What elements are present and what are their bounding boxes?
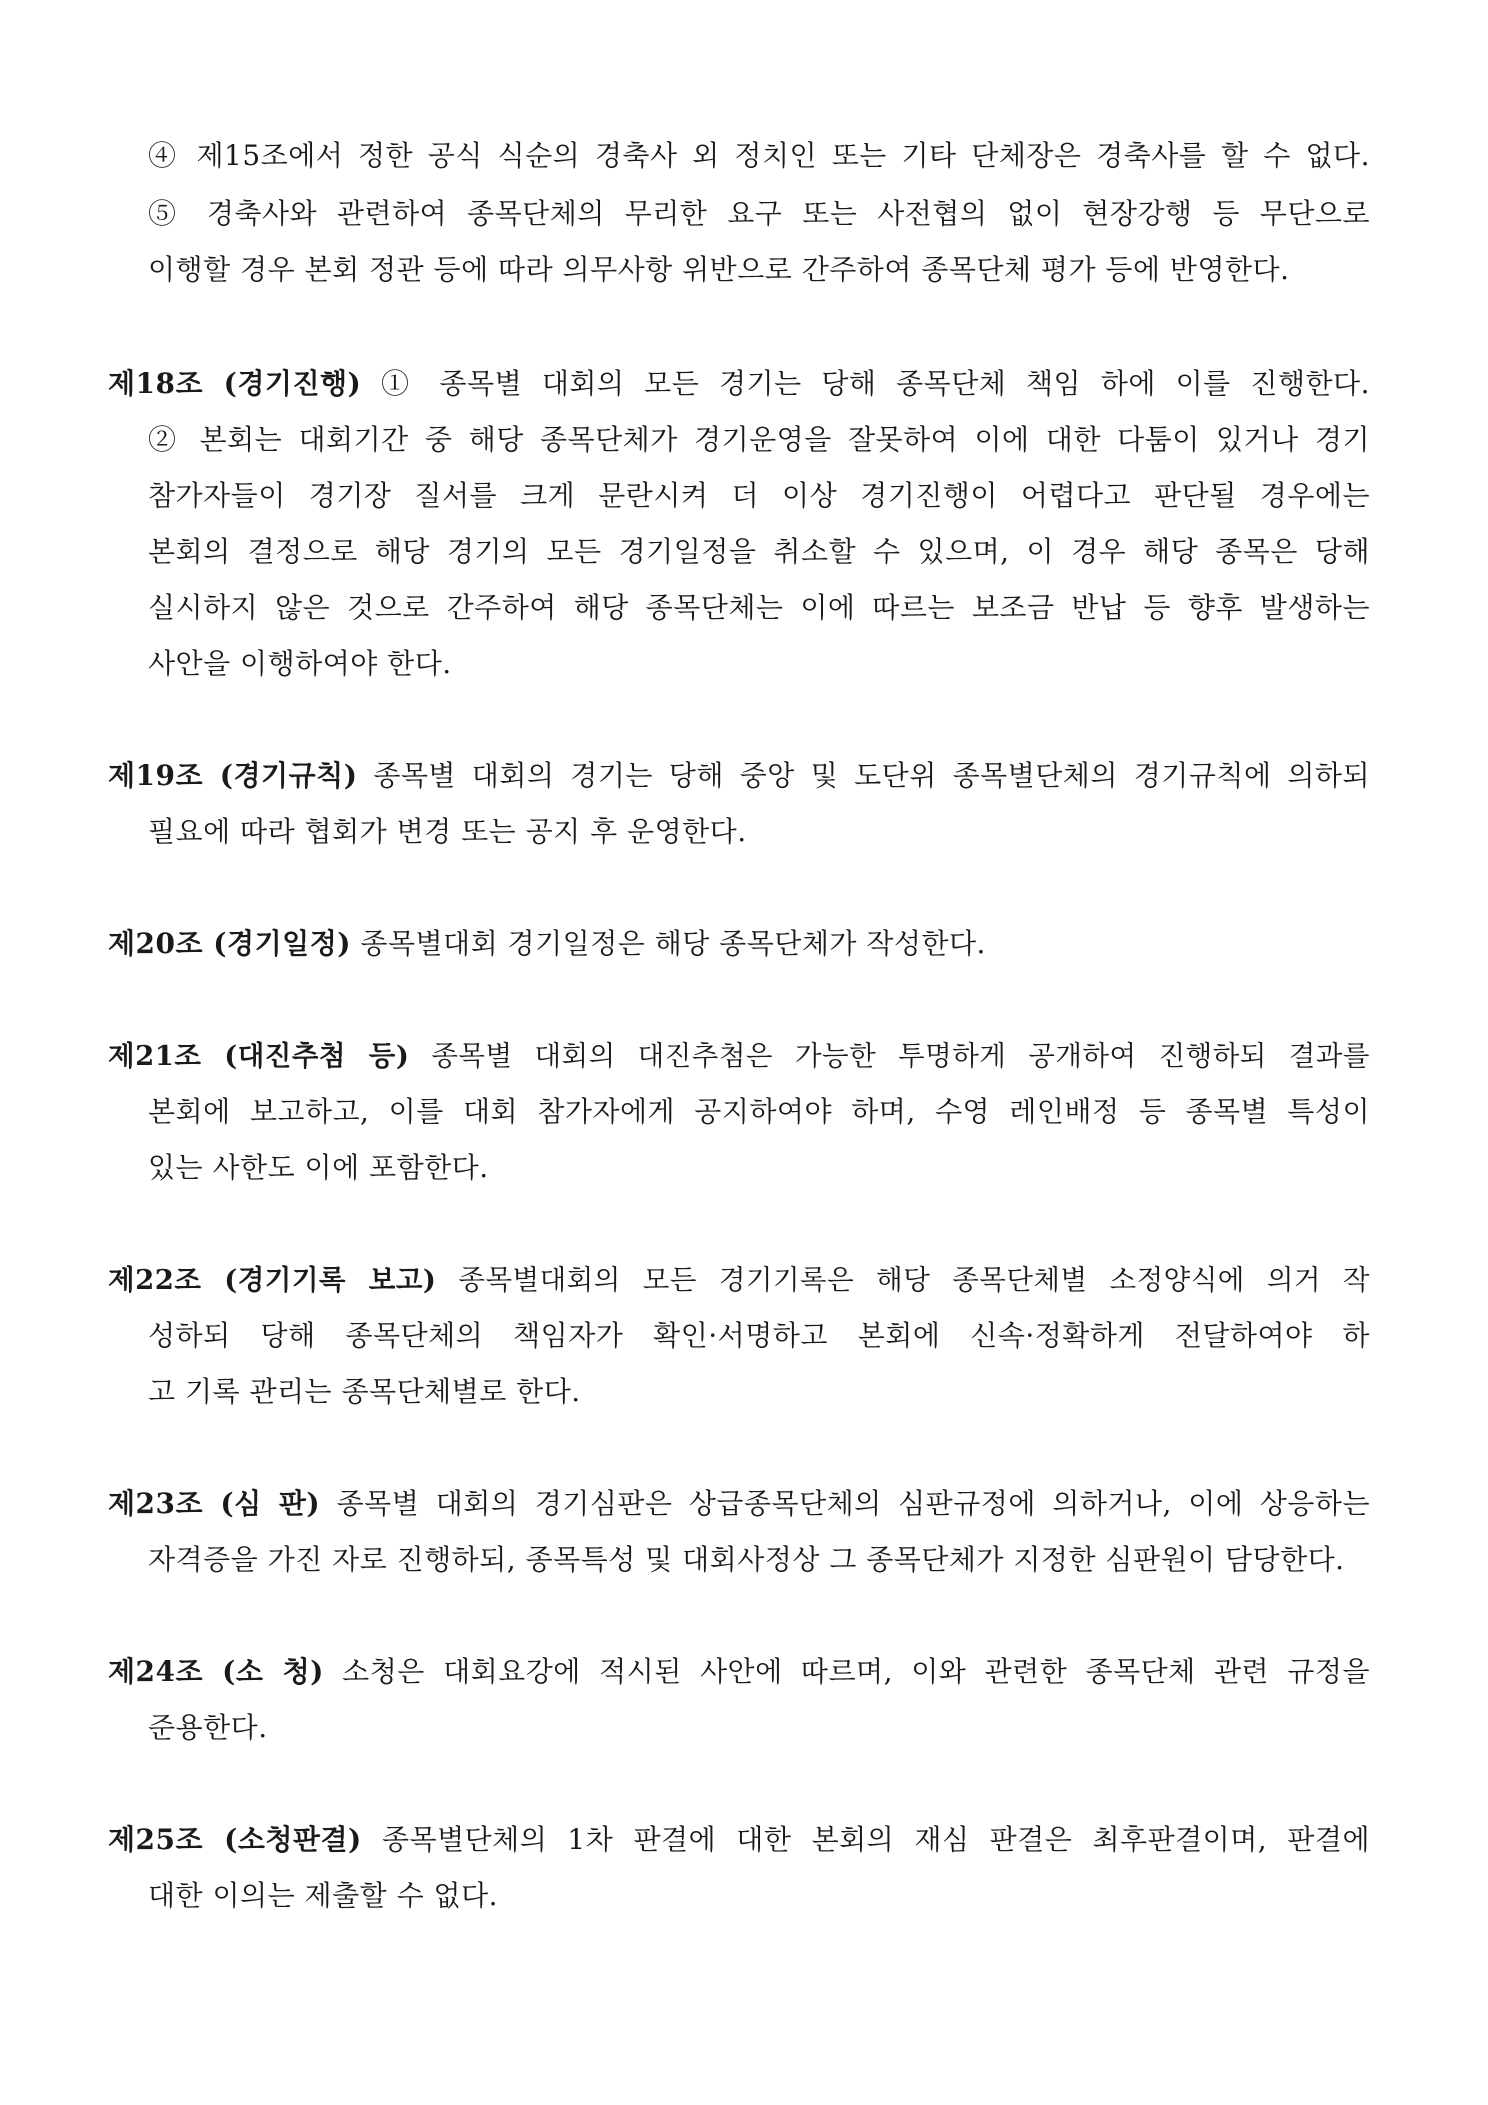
article-23-text: 종목별 대회의 경기심판은 상급종목단체의 심판규정에 의하거나, 이에 상응하는 <box>336 1487 1370 1520</box>
article-20-text: 종목별대회 경기일정은 해당 종목단체가 작성한다. <box>360 927 986 960</box>
article-22-line-3: 고 기록 관리는 종목단체별로 한다. <box>148 1375 581 1408</box>
article-18-text: ① 종목별 대회의 모든 경기는 당해 종목단체 책임 하에 이를 진행한다. <box>381 367 1370 400</box>
article-21-line-2: 본회에 보고하고, 이를 대회 참가자에게 공지하여야 하며, 수영 레인배정 등 종목별 특성이 <box>148 1095 1370 1128</box>
article-25-heading: 제25조 (소청판결) <box>108 1823 362 1856</box>
article-24-heading: 제24조 (소 청) <box>108 1655 324 1688</box>
article-21-text: 종목별 대회의 대진추첨은 가능한 투명하게 공개하여 진행하되 결과를 <box>431 1040 1370 1072</box>
article-22-first-line <box>108 1260 1370 1300</box>
article-18-first-line <box>108 364 1370 404</box>
article-22-text: 종목별대회의 모든 경기기록은 해당 종목단체별 소정양식에 의거 작 <box>458 1264 1370 1296</box>
article-24-line-2: 준용한다. <box>148 1711 268 1744</box>
article-24-first-line <box>108 1652 1370 1692</box>
article-18-line-2: ② 본회는 대회기간 중 해당 종목단체가 경기운영을 잘못하여 이에 대한 다툼이 있거나 경기 <box>148 423 1370 456</box>
item-4-line: ④ 제15조에서 정한 공식 식순의 경축사 외 정치인 또는 기타 단체장은 경축사를 할 수 없다. <box>148 139 1370 172</box>
article-19-first-line <box>108 756 1370 796</box>
article-18-line-3: 참가자들이 경기장 질서를 크게 문란시켜 더 이상 경기진행이 어렵다고 판단될 경우에는 <box>148 479 1370 512</box>
item-5-line-1: ⑤ 경축사와 관련하여 종목단체의 무리한 요구 또는 사전협의 없이 현장강행 등 무단으로 <box>148 197 1370 230</box>
article-18-line-5: 실시하지 않은 것으로 간주하여 해당 종목단체는 이에 따르는 보조금 반납 등 향후 발생하는 <box>148 591 1370 624</box>
article-22-heading: 제22조 (경기기록 보고) <box>108 1264 437 1296</box>
article-19-text: 종목별 대회의 경기는 당해 중앙 및 도단위 종목별단체의 경기규칙에 의하되 <box>373 759 1370 792</box>
article-25-text: 종목별단체의 1차 판결에 대한 본회의 재심 판결은 최후판결이며, 판결에 <box>381 1823 1370 1856</box>
article-18-heading: 제18조 (경기진행) <box>108 367 362 400</box>
article-18-line-4: 본회의 결정으로 해당 경기의 모든 경기일정을 취소할 수 있으며, 이 경우 해당 종목은 당해 <box>148 535 1370 568</box>
article-19-heading: 제19조 (경기규칙) <box>108 759 358 792</box>
article-22-line-2: 성하되 당해 종목단체의 책임자가 확인·서명하고 본회에 신속·정확하게 전달하여야 하 <box>148 1319 1370 1352</box>
article-23-first-line <box>108 1484 1370 1524</box>
article-25-line-2: 대한 이의는 제출할 수 없다. <box>148 1879 499 1912</box>
article-21-heading: 제21조 (대진추첨 등) <box>108 1040 410 1072</box>
item-5-line-2: 이행할 경우 본회 정관 등에 따라 의무사항 위반으로 간주하여 종목단체 평가 등에 반영한다. <box>148 253 1290 286</box>
article-25-first-line <box>108 1820 1370 1860</box>
article-23-heading: 제23조 (심 판) <box>108 1487 321 1520</box>
article-19-line-2: 필요에 따라 협회가 변경 또는 공지 후 운영한다. <box>148 815 747 848</box>
article-21-line-3: 있는 사한도 이에 포함한다. <box>148 1151 489 1184</box>
article-20-heading: 제20조 (경기일정) <box>108 927 351 960</box>
article-23-line-2: 자격증을 가진 자로 진행하되, 종목특성 및 대회사정상 그 종목단체가 지정한 심판원이 담당한다. <box>148 1543 1345 1576</box>
article-20-first-line <box>108 924 1370 964</box>
article-24-text: 소청은 대회요강에 적시된 사안에 따르며, 이와 관련한 종목단체 관련 규정을 <box>342 1655 1370 1688</box>
article-18-line-6: 사안을 이행하여야 한다. <box>148 647 452 680</box>
article-21-first-line <box>108 1036 1370 1076</box>
